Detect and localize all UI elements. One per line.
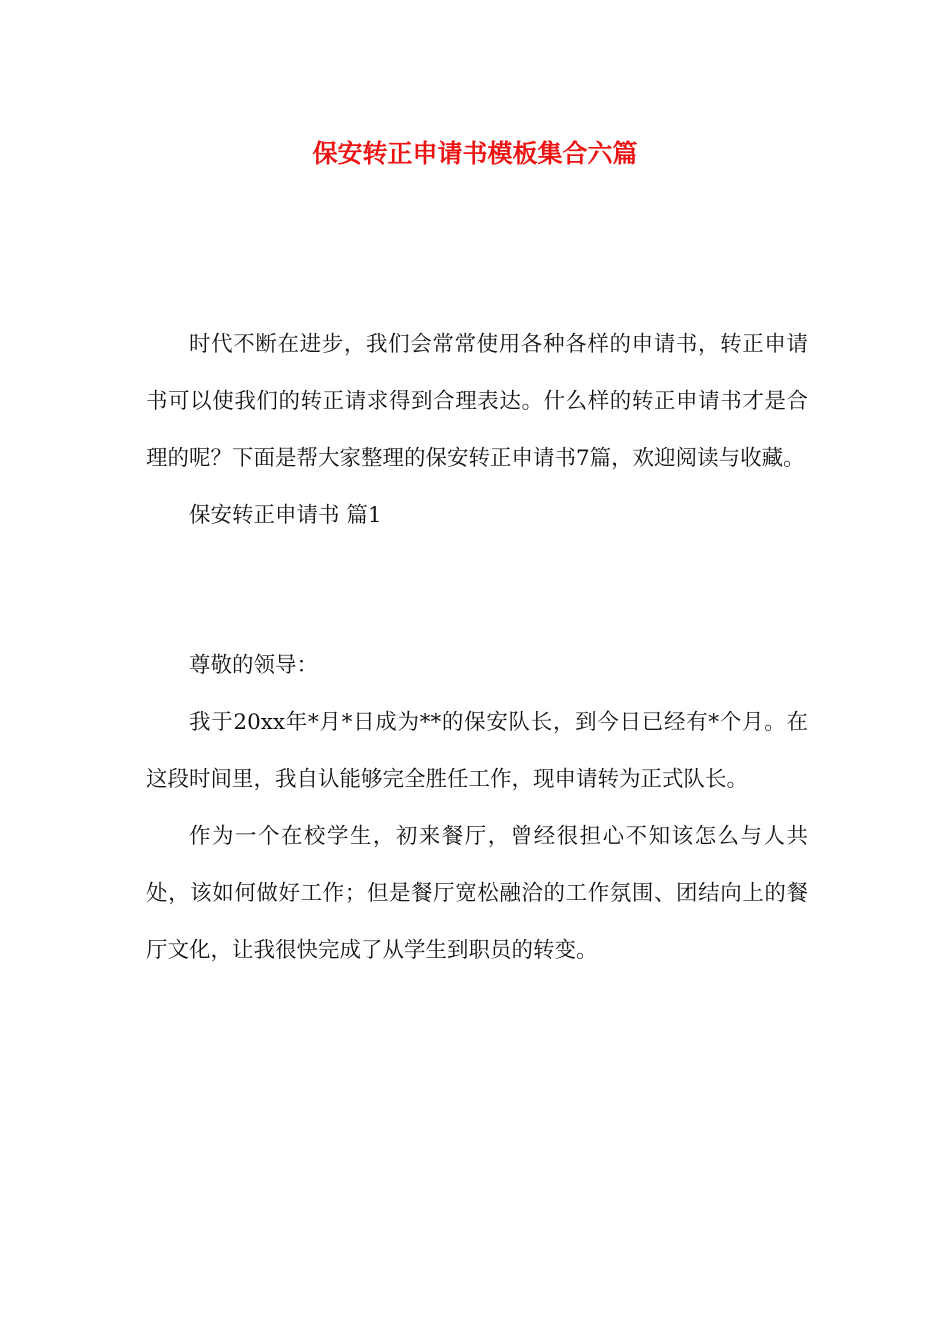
body-paragraph: 我于20xx年*月*日成为**的保安队长，到今日已经有*个月。在这段时间里，我自认能够完全胜任工作，现申请转为正式队长。	[146, 710, 808, 792]
intro-paragraph: 时代不断在进步，我们会常常使用各种各样的申请书，转正申请书可以使我们的转正请求得到合理表达。什么样的转正申请书才是合理的呢？下面是帮大家整理的保安转正申请书7篇，欢迎阅读与收藏。	[146, 332, 808, 471]
spacer	[146, 544, 808, 637]
document-body	[146, 316, 808, 979]
salutation: 尊敬的领导：	[189, 653, 319, 678]
section-heading: 保安转正申请书 篇1	[189, 503, 382, 528]
document-title: 保安转正申请书模板集合六篇	[312, 139, 638, 168]
body-paragraph: 作为一个在校学生，初来餐厅，曾经很担心不知该怎么与人共处，该如何做好工作；但是餐厅宽松融洽的工作氛围、团结向上的餐厅文化，让我很快完成了从学生到职员的转变。	[146, 824, 808, 963]
